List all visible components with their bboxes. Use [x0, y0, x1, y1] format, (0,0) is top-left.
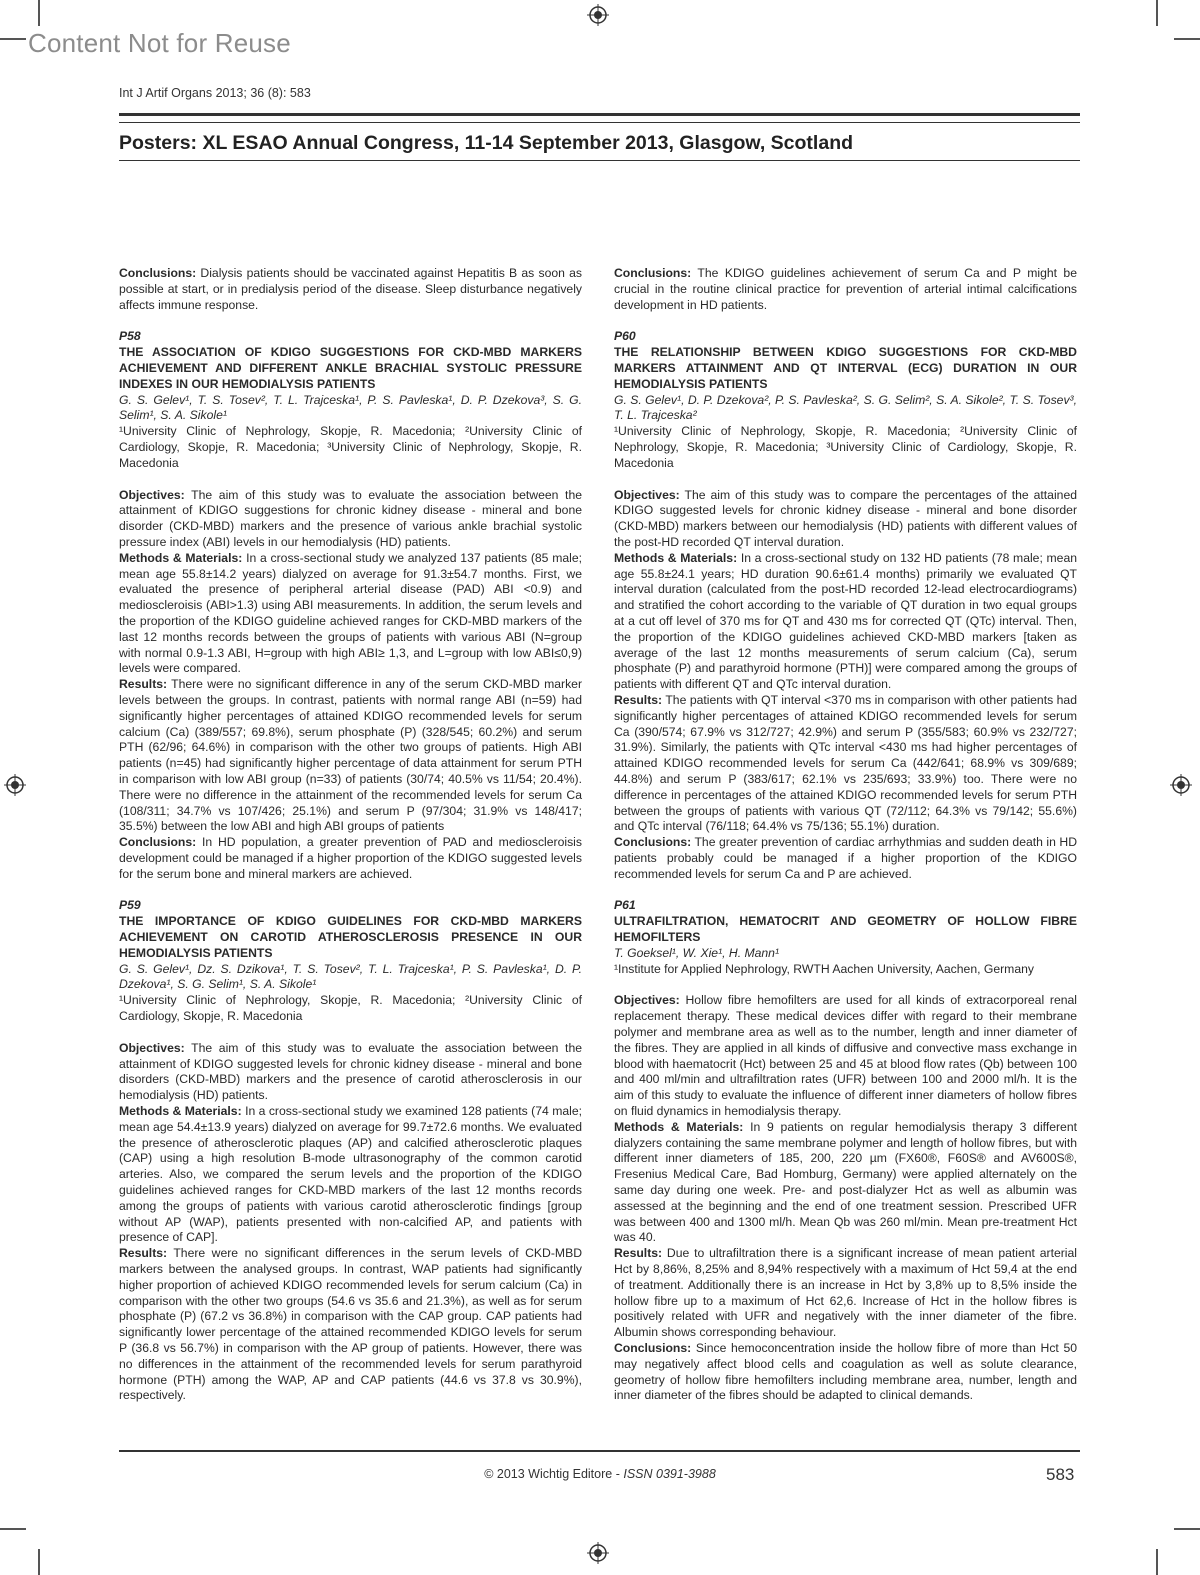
header-rule-thin — [119, 122, 1080, 123]
registration-mark-icon — [587, 1542, 609, 1564]
abstract-authors: G. S. Gelev¹, D. P. Dzekova², P. S. Pavleska², S. G. Selim², S. A. Sikole², T. S. Tosev³, T. L. Trajceska² — [614, 392, 1077, 423]
abstract-title: ULTRAFILTRATION, HEMATOCRIT AND GEOMETRY OF HOLLOW FIBRE HEMOFILTERS — [614, 914, 1077, 945]
crop-mark-bottom-right-v — [1156, 1549, 1158, 1575]
abstract-authors: G. S. Gelev¹, Dz. S. Dzikova¹, T. S. Tosev², T. L. Trajceska¹, P. S. Pavleska¹, D. P. Dzekova¹, S. G. Selim¹, S. A. Sikole¹ — [119, 961, 582, 992]
results-label: Results: — [119, 1246, 168, 1261]
objectives-text: The aim of this study was to compare the percentages of the attained KDIGO suggested levels for chronic kidney disease - mineral and bone disorder (CKD-MBD) markers between our hemodialysis (HD) patients with different values of the post-HD recorded QT interval duration. — [614, 487, 1077, 549]
conclusions-label: Conclusions: — [614, 266, 692, 280]
results-paragraph — [614, 1246, 1077, 1341]
results-paragraph — [119, 677, 582, 835]
left-column — [119, 266, 582, 1404]
crop-mark-top-left-h — [0, 38, 26, 40]
registration-mark-icon — [587, 4, 609, 26]
methods-label: Methods & Materials: — [614, 1119, 744, 1134]
registration-mark-icon — [1170, 774, 1192, 796]
objectives-text: The aim of this study was to evaluate the association between the attainment of KDIGO suggested levels for chronic kidney disease - mineral and bone disorders (CKD-MBD) markers and the presence of carotid atherosclerosis in our hemodialysis (HD) patients. — [119, 1040, 583, 1103]
abstract-authors: T. Goeksel¹, W. Xie¹, H. Mann¹ — [614, 945, 780, 960]
conclusions-paragraph — [119, 835, 582, 882]
objectives-paragraph — [119, 1041, 582, 1104]
journal-reference: Int J Artif Organs 2013; 36 (8): 583 — [119, 86, 311, 100]
crop-mark-top-right-v — [1156, 0, 1158, 26]
methods-paragraph — [119, 551, 582, 677]
results-paragraph — [614, 693, 1077, 835]
header-rule-thick — [119, 113, 1080, 116]
header-rule-bottom — [119, 160, 1080, 161]
abstract-affiliation: ¹University Clinic of Nephrology, Skopje, R. Macedonia; ²University Clinic of Nephrology, Skopje, R. Macedonia; ³University Clinic of Cardiology, Skopje, R. Macedonia — [614, 424, 1077, 470]
issn-text: ISSN 0391-3988 — [623, 1467, 716, 1481]
crop-mark-top-left-v — [38, 0, 40, 26]
results-label: Results: — [614, 692, 663, 707]
abstract-affiliation: ¹University Clinic of Nephrology, Skopje, R. Macedonia; ²University Clinic of Cardiology, Skopje, R. Macedonia; ³University Clinic of Nephrology, Skopje, R. Macedonia — [119, 424, 582, 470]
results-paragraph — [119, 1246, 582, 1404]
intro-conclusions-text: The KDIGO guidelines achievement of serum Ca and P might be crucial in the routine clinical practice for prevention of arterial intimal calcifications development in HD patients. — [614, 266, 1077, 312]
abstract-title: THE ASSOCIATION OF KDIGO SUGGESTIONS FOR CKD-MBD MARKERS ACHIEVEMENT AND DIFFERENT ANKLE BRACHIAL SYSTOLIC PRESSURE INDEXES IN OUR HEMODIALYSIS PATIENTS — [119, 345, 582, 391]
abstract-id: P61 — [614, 898, 636, 913]
objectives-paragraph — [614, 993, 1077, 1119]
conclusions-paragraph — [614, 835, 1077, 882]
methods-text: In a cross-sectional study we analyzed 137 patients (85 male; mean age 55.8±14.2 years) dialyzed on average for 91.3±54.7 months. First, we evaluated the presence of peripheral arterial disease (PAD) ABI <0.9) and medioscleroisis (ABI>1.3) using ABI measurements. In addition, the serum levels and the proportion of the KDIGO guideline achieved ranges for CKD-MBD markers of the last 12 months records between the groups of patients with various ABI (N=group with normal 0.9-1.3 ABI, H=group with high ABI≥ 1,3, and L=group with low ABI≤0,9) levels were compared. — [119, 550, 582, 676]
objectives-label: Objectives: — [119, 1040, 185, 1055]
conclusions-text: In HD population, a greater prevention of PAD and medioscleroisis development could be managed if a higher proportion of the KDIGO suggested levels for the serum bone and mineral markers are achieved. — [119, 835, 582, 881]
methods-label: Methods & Materials: — [119, 550, 243, 565]
methods-paragraph — [614, 551, 1077, 693]
copyright-text: © 2013 Wichtig Editore - — [484, 1467, 624, 1481]
objectives-text: Hollow fibre hemofilters are used for all kinds of extracorporeal renal replacement therapy. These medical devices differ with regard to their membrane polymer and membrane area as well as to the number, length and inner diameter of the fibres. They are applied in all kinds of diffusive and convective mass exchange in blood with haematocrit (Hct) between 25 and 45 at blood flow rates (Qb) between 100 and 400 ml/min and ultrafiltration rates (UFR) between 100 and 2000 ml/h. It is the aim of this study to evaluate the influence of different inner diameters of hollow fibres on fluid dynamics in hemodialysis therapy. — [614, 993, 1078, 1119]
objectives-label: Objectives: — [614, 993, 680, 1008]
methods-text: In 9 patients on regular hemodialysis therapy 3 different dialyzers containing the same membrane polymer and length of hollow fibres, but with different inner diameters of 185, 200, 220 µm (FX60®, F60S® and AV600S®, Fresenius Medical Care, Bad Homburg, Germany) were applied alternately on the same day during one week. Pre- and post-dialyzer Hct as well as albumin was assessed at the beginning and the end of one treatment session. Prescribed UFR was between 400 and 1300 ml/h. Mean Qb was 260 ml/min. Mean pre-treatment Hct was 40. — [614, 1119, 1077, 1245]
crop-mark-bottom-left-h — [0, 1528, 26, 1530]
right-column — [614, 266, 1077, 1404]
watermark-text: Content Not for Reuse — [28, 28, 291, 58]
conclusions-label: Conclusions: — [614, 835, 692, 850]
crop-mark-bottom-left-v — [38, 1549, 40, 1575]
results-label: Results: — [614, 1246, 663, 1261]
conclusions-label: Conclusions: — [119, 835, 197, 850]
methods-label: Methods & Materials: — [119, 1104, 242, 1119]
results-text: There were no significant differences in the serum levels of CKD-MBD markers between the analysed groups. In contrast, WAP patients had significantly higher proportion of achieved KDIGO recommended levels for serum calcium (Ca) in comparison with the other two groups (54.6 vs 35.6 and 21.3%), as well as for serum phosphate (P) (67.2 vs 36.8%) in comparison with the CAP group. CAP patients had significantly lower percentage of the attained recommended KDIGO levels for serum P (36.8 vs 56.7%) in comparison with the AP group of patients. However, there was no differences in the attainment of the recommended levels for serum parathyroid hormone (PTH) among the WAP, AP and CAP patients (44.6 vs 37.8 vs 30.9%), respectively. — [119, 1246, 583, 1403]
abstract-title: THE IMPORTANCE OF KDIGO GUIDELINES FOR CKD-MBD MARKERS ACHIEVEMENT ON CAROTID ATHEROSCLEROSIS PRESENCE IN OUR HEMODIALYSIS PATIENTS — [119, 914, 582, 960]
conclusions-paragraph — [614, 1341, 1077, 1404]
conclusions-text: The greater prevention of cardiac arrhythmias and sudden death in HD patients probably could be managed if a higher proportion of the KDIGO recommended levels for serum Ca and P are achieved. — [614, 835, 1077, 881]
intro-conclusions-paragraph — [614, 266, 1077, 313]
abstract-affiliation: ¹University Clinic of Nephrology, Skopje, R. Macedonia; ²University Clinic of Cardiology, Skopje, R. Macedonia — [119, 993, 582, 1024]
footer-copyright — [0, 1467, 1200, 1481]
intro-conclusions-paragraph — [119, 266, 582, 313]
objectives-paragraph — [614, 488, 1077, 551]
abstract-title: THE RELATIONSHIP BETWEEN KDIGO SUGGESTIONS FOR CKD-MBD MARKERS ATTAINMENT AND QT INTERVAL (ECG) DURATION IN OUR HEMODIALYSIS PATIENTS — [614, 345, 1077, 391]
abstract-id: P59 — [119, 898, 141, 913]
intro-conclusions-text: Dialysis patients should be vaccinated against Hepatitis B as soon as possible at start, or in predialysis period of the disease. Sleep disturbance negatively affects immune response. — [119, 266, 582, 312]
footer-rule — [119, 1450, 1080, 1452]
abstract-id: P60 — [614, 329, 636, 344]
crop-mark-top-right-h — [1174, 38, 1200, 40]
registration-mark-icon — [4, 774, 26, 796]
methods-label: Methods & Materials: — [614, 550, 738, 565]
methods-paragraph — [119, 1104, 582, 1246]
methods-text: In a cross-sectional study we examined 128 patients (74 male; mean age 54.4±13.9 years) dialyzed on average for 99.7±72.6 months. We evaluated the presence of atherosclerotic plaques (AP) and calcified atherosclerotic plaques (CAP) using a high resolution B-mode ultrasonography of the common carotid arteries. Also, we compared the serum levels and the proportion of the KDIGO guidelines achieved ranges for CKD-MBD markers of the last 12 months records among the groups of patients with various carotid atherosclerotic findings [group without AP (WAP), patients presented with non-calcified AP, and patients with presence of CAP]. — [119, 1104, 583, 1245]
objectives-text: The aim of this study was to evaluate the association between the attainment of KDIGO suggestions for chronic kidney disease - mineral and bone disorder (CKD-MBD) markers and the presence of various ankle brachial systolic pressure index (ABI) levels in our hemodialysis (HD) patients. — [119, 487, 583, 549]
abstract-affiliation: ¹Institute for Applied Nephrology, RWTH Aachen University, Aachen, Germany — [614, 961, 1034, 976]
page-title: Posters: XL ESAO Annual Congress, 11-14 September 2013, Glasgow, Scotland — [119, 132, 854, 154]
crop-mark-bottom-right-h — [1174, 1528, 1200, 1530]
page-number: 583 — [1046, 1465, 1075, 1484]
abstract-authors: G. S. Gelev¹, T. S. Tosev², T. L. Trajceska¹, P. S. Pavleska¹, D. P. Dzekova³, S. G. Selim¹, S. A. Sikole¹ — [119, 392, 582, 423]
objectives-label: Objectives: — [614, 487, 680, 502]
objectives-label: Objectives: — [119, 487, 185, 502]
results-text: The patients with QT interval <370 ms in comparison with other patients had significantly higher percentages of attained KDIGO recommended levels for serum Ca (390/574; 67.9% vs 312/727; 42.9%) and serum P (355/583; 60.9% vs 232/727; 31.9%). Similarly, the patients with QTc interval <430 ms had higher percentages of attained KDIGO recommended levels for serum Ca (442/641; 68.9% vs 309/689; 44.8%) and serum P (383/617; 62.1% vs 235/693; 33.9%) too. There were no difference in percentages of the attained KDIGO recommended levels for serum PTH between the groups of patients with various QT (72/112; 64.3% vs 79/142; 55.6%) and QTc interval (76/118; 64.4% vs 75/136; 55.1%) duration. — [614, 692, 1077, 834]
results-text: Due to ultrafiltration there is a significant increase of mean patient arterial Hct by 8,86%, 8,25% and 8,94% respectively with a maximum of Hct 59,4 at the end of treatment. Additionally there is an increase in Hct by 3,8% up to 8,5% inside the hollow fibre up to a maximum of Hct 62,6. Increase of Hct in the hollow fibres is positively related with UFR and negatively with the inner diameter of the fibre. Albumin shows corresponding behaviour. — [614, 1246, 1077, 1340]
methods-paragraph — [614, 1120, 1077, 1246]
conclusions-label: Conclusions: — [614, 1341, 692, 1355]
results-text: There were no significant difference in any of the serum CKD-MBD marker levels between the groups. In contrast, patients with normal range ABI (n=59) had significantly higher percentages of attained KDIGO recommended levels for serum calcium (Ca) (389/557; 69.8%), serum phosphate (P) (328/545; 60.2%) and serum PTH (62/96; 64.6%) in comparison with the other two groups of patients. High ABI patients (n=45) had significantly higher percentage of data attainment for serum PTH in comparison with low ABI group (n=33) of patients (30/74; 40.5% vs 11/54; 20.4%). There were no difference in the attainment of the recommended levels for serum Ca (108/311; 34.7% vs 107/426; 25.1%) and serum P (97/304; 31.9% vs 148/417; 35.5%) between the low ABI and high ABI groups of patients — [119, 677, 582, 834]
conclusions-label: Conclusions: — [119, 266, 197, 280]
objectives-paragraph — [119, 488, 582, 551]
results-label: Results: — [119, 677, 168, 692]
abstract-id: P58 — [119, 329, 141, 344]
methods-text: In a cross-sectional study on 132 HD patients (78 male; mean age 55.8±24.1 years; HD duration 90.6±61.4 months) primarily we evaluated QT interval duration (calculated from the post-HD recorded 12-lead electrocardiograms) and stratified the cohort according to the variable of QT duration in two equal groups at a cut off level of 370 ms for QT and 430 ms for corrected QT (QTc) interval. Then, the proportion of the KDIGO guidelines achieved CKD-MBD markers [taken as average of the last 12 months measurements of serum calcium (Ca), serum phosphate (P) and parathyroid hormone (PTH)] were compared among the groups of patients with different QT and QTc interval duration. — [614, 550, 1078, 692]
conclusions-text: Since hemoconcentration inside the hollow fibre of more than Hct 50 may negatively affect blood cells and coagulation as well as solute clearance, geometry of hollow fibre hemofilters including membrane area, number, length and inner diameter of the fibres should be adapted to clinical demands. — [614, 1341, 1077, 1403]
